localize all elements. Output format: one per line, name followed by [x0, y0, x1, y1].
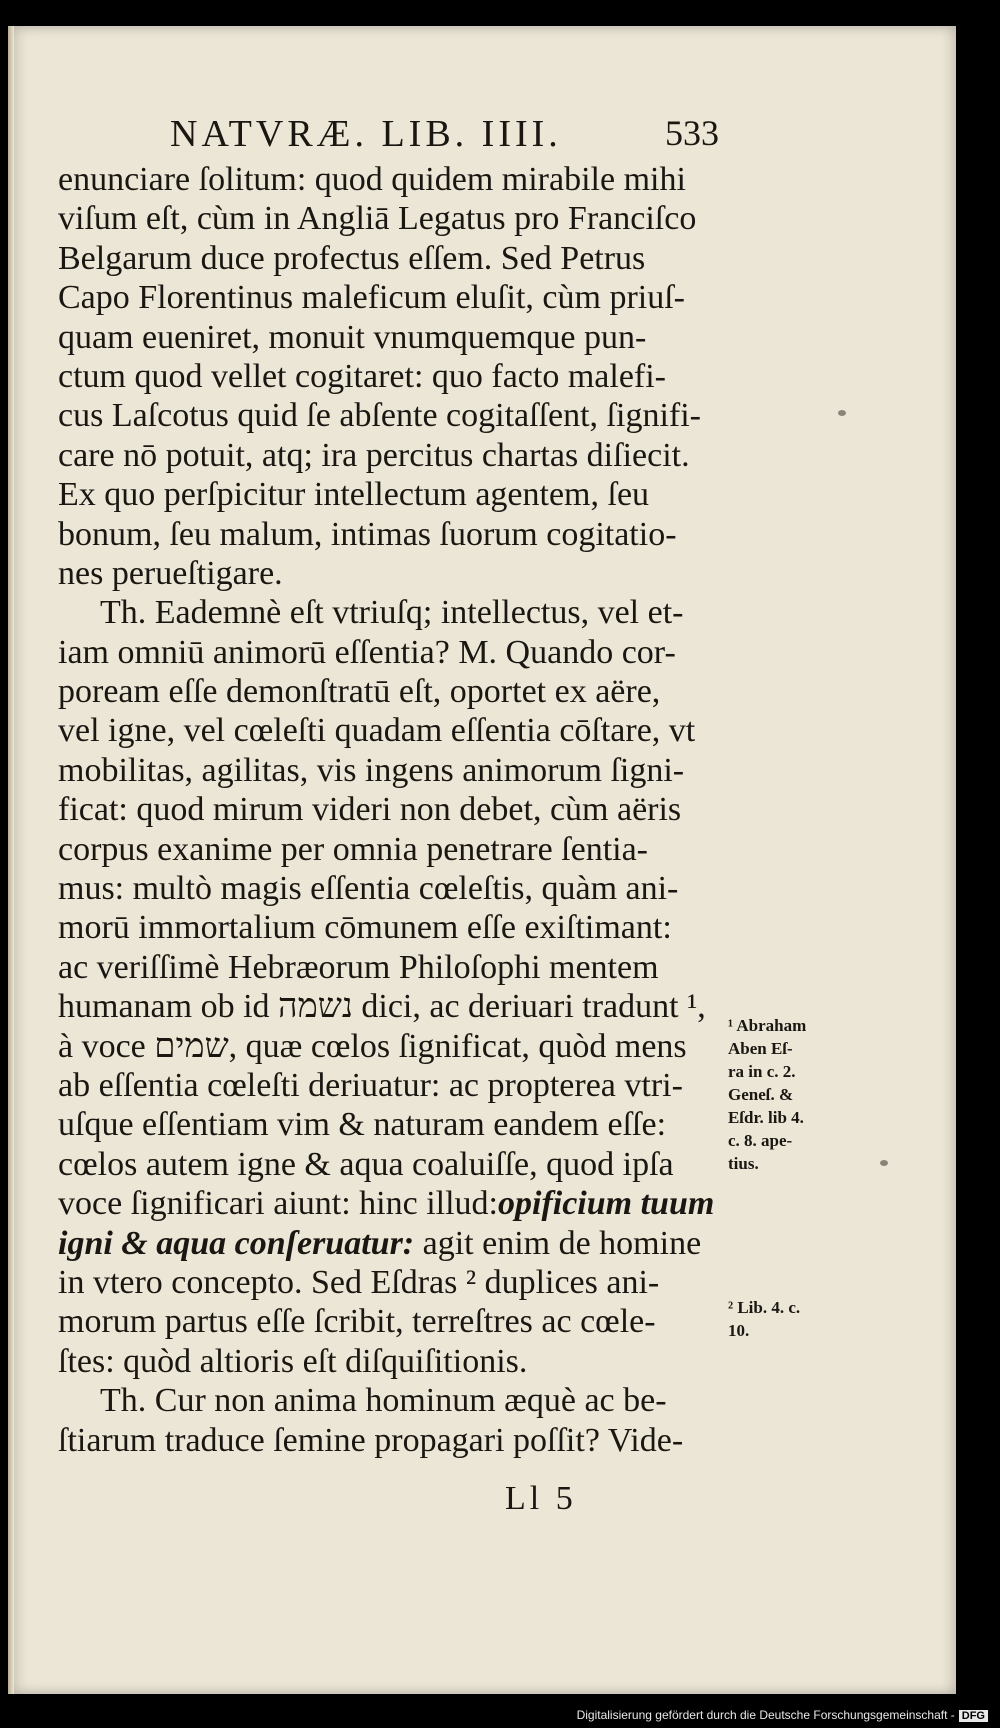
dfg-logo: DFG: [959, 1710, 988, 1722]
ink-spot: [880, 1160, 888, 1166]
text-line: nes perueſtigare.: [58, 554, 283, 592]
text-line: ſtiarum traduce ſemine propagari poſſit? Vide-: [58, 1421, 684, 1459]
text-line: corpus exanime per omnia penetrare ſentia-: [58, 830, 649, 868]
text-line: ſtes: quòd altioris eſt diſquiſitionis.: [58, 1342, 528, 1380]
text-line: [58, 1184, 718, 1223]
text-line: humanam ob id נשמה dici, ac deriuari tradunt ¹,: [58, 988, 706, 1026]
text-line: cus Laſcotus quid ſe abſente cogitaſſent, ſignifi-: [58, 397, 701, 435]
text-line: morū immortalium cōmunem eſſe exiſtimant:: [58, 909, 672, 947]
marginal-note-1: [728, 1014, 806, 1175]
running-head: NATVRÆ. LIB. IIII.: [170, 113, 562, 155]
text-line: vel igne, vel cœleſti quadam eſſentia cōſtare, vt: [58, 712, 696, 750]
margin-line: tius.: [728, 1154, 759, 1173]
text-line: [58, 1224, 718, 1263]
text-line: quam eueniret, monuit vnumquemque pun-: [58, 318, 647, 356]
digitization-credit: [577, 1708, 988, 1722]
text-line: cœlos autem igne & aqua coaluiſſe, quod ipſa: [58, 1145, 674, 1183]
margin-line: Eſdr. lib 4.: [728, 1108, 804, 1127]
text-line: à voce שמים, quæ cœlos ſignificat, quòd mens: [58, 1027, 687, 1065]
margin-line: c. 8. ape-: [728, 1131, 793, 1150]
text-line: uſque eſſentiam vim & naturam eandem eſſe:: [58, 1106, 667, 1144]
text-line: care nō potuit, atq; ira percitus chartas diſiecit.: [58, 436, 690, 474]
text-line: ab eſſentia cœleſti deriuatur: ac propterea vtri-: [58, 1066, 683, 1104]
margin-line: 10.: [728, 1321, 750, 1340]
italic-quote: igni & aqua conſeruatur:: [58, 1224, 415, 1262]
text-line: Belgarum duce profectus eſſem. Sed Petrus: [58, 239, 646, 277]
text-line: Th. Cur non anima hominum æquè ac be-: [100, 1382, 667, 1420]
margin-line: Geneſ. &: [728, 1085, 794, 1104]
text-line: in vtero concepto. Sed Eſdras ² duplices ani-: [58, 1263, 660, 1301]
text-line: ctum quod vellet cogitaret: quo facto malefi-: [58, 357, 666, 395]
main-text: [58, 160, 718, 1460]
text-line: iam omniū animorū eſſentia? M. Quando cor-: [58, 633, 676, 671]
text-line: poream eſſe demonſtratū eſt, oportet ex aëre,: [58, 673, 661, 711]
page-gutter-shadow: [8, 26, 14, 1694]
page-number: 533: [665, 113, 719, 153]
text-line: bonum, ſeu malum, intimas ſuorum cogitatio-: [58, 515, 677, 553]
margin-line: ra in c. 2.: [728, 1062, 796, 1081]
marginal-note-2: [728, 1296, 800, 1342]
text-segment: voce ſignificari aiunt: hinc illud:: [58, 1185, 498, 1223]
text-line: mobilitas, agilitas, vis ingens animorum ſigni-: [58, 751, 685, 789]
text-line: ac veriſſimè Hebræorum Philoſophi mentem: [58, 948, 659, 986]
text-line: enunciare ſolitum: quod quidem mirabile mihi: [58, 161, 686, 198]
text-line: Capo Florentinus maleficum eluſit, cùm priuſ-: [58, 279, 685, 317]
text-segment: agit enim de homine: [414, 1224, 702, 1262]
credit-text: Digitalisierung gefördert durch die Deutsche Forschungsgemeinschaft -: [576, 1708, 955, 1722]
italic-quote: opificium tuum: [498, 1185, 715, 1223]
text-line: Ex quo perſpicitur intellectum agentem, ſeu: [58, 476, 650, 514]
margin-line: ² Lib. 4. c.: [728, 1298, 801, 1317]
text-line: mus: multò magis eſſentia cœleſtis, quàm ani-: [58, 870, 679, 908]
text-line: Th. Eademnè eſt vtriuſq; intellectus, vel et-: [100, 594, 684, 632]
text-line: ficat: quod mirum videri non debet, cùm aëris: [58, 791, 682, 829]
margin-line: ¹ Abraham: [728, 1016, 807, 1035]
ink-spot: [838, 410, 846, 416]
text-line: viſum eſt, cùm in Angliā Legatus pro Franciſco: [58, 200, 697, 238]
text-line: morum partus eſſe ſcribit, terreſtres ac cœle-: [58, 1303, 656, 1341]
margin-line: Aben Eſ-: [728, 1039, 793, 1058]
signature-mark: Ll 5: [505, 1480, 577, 1517]
